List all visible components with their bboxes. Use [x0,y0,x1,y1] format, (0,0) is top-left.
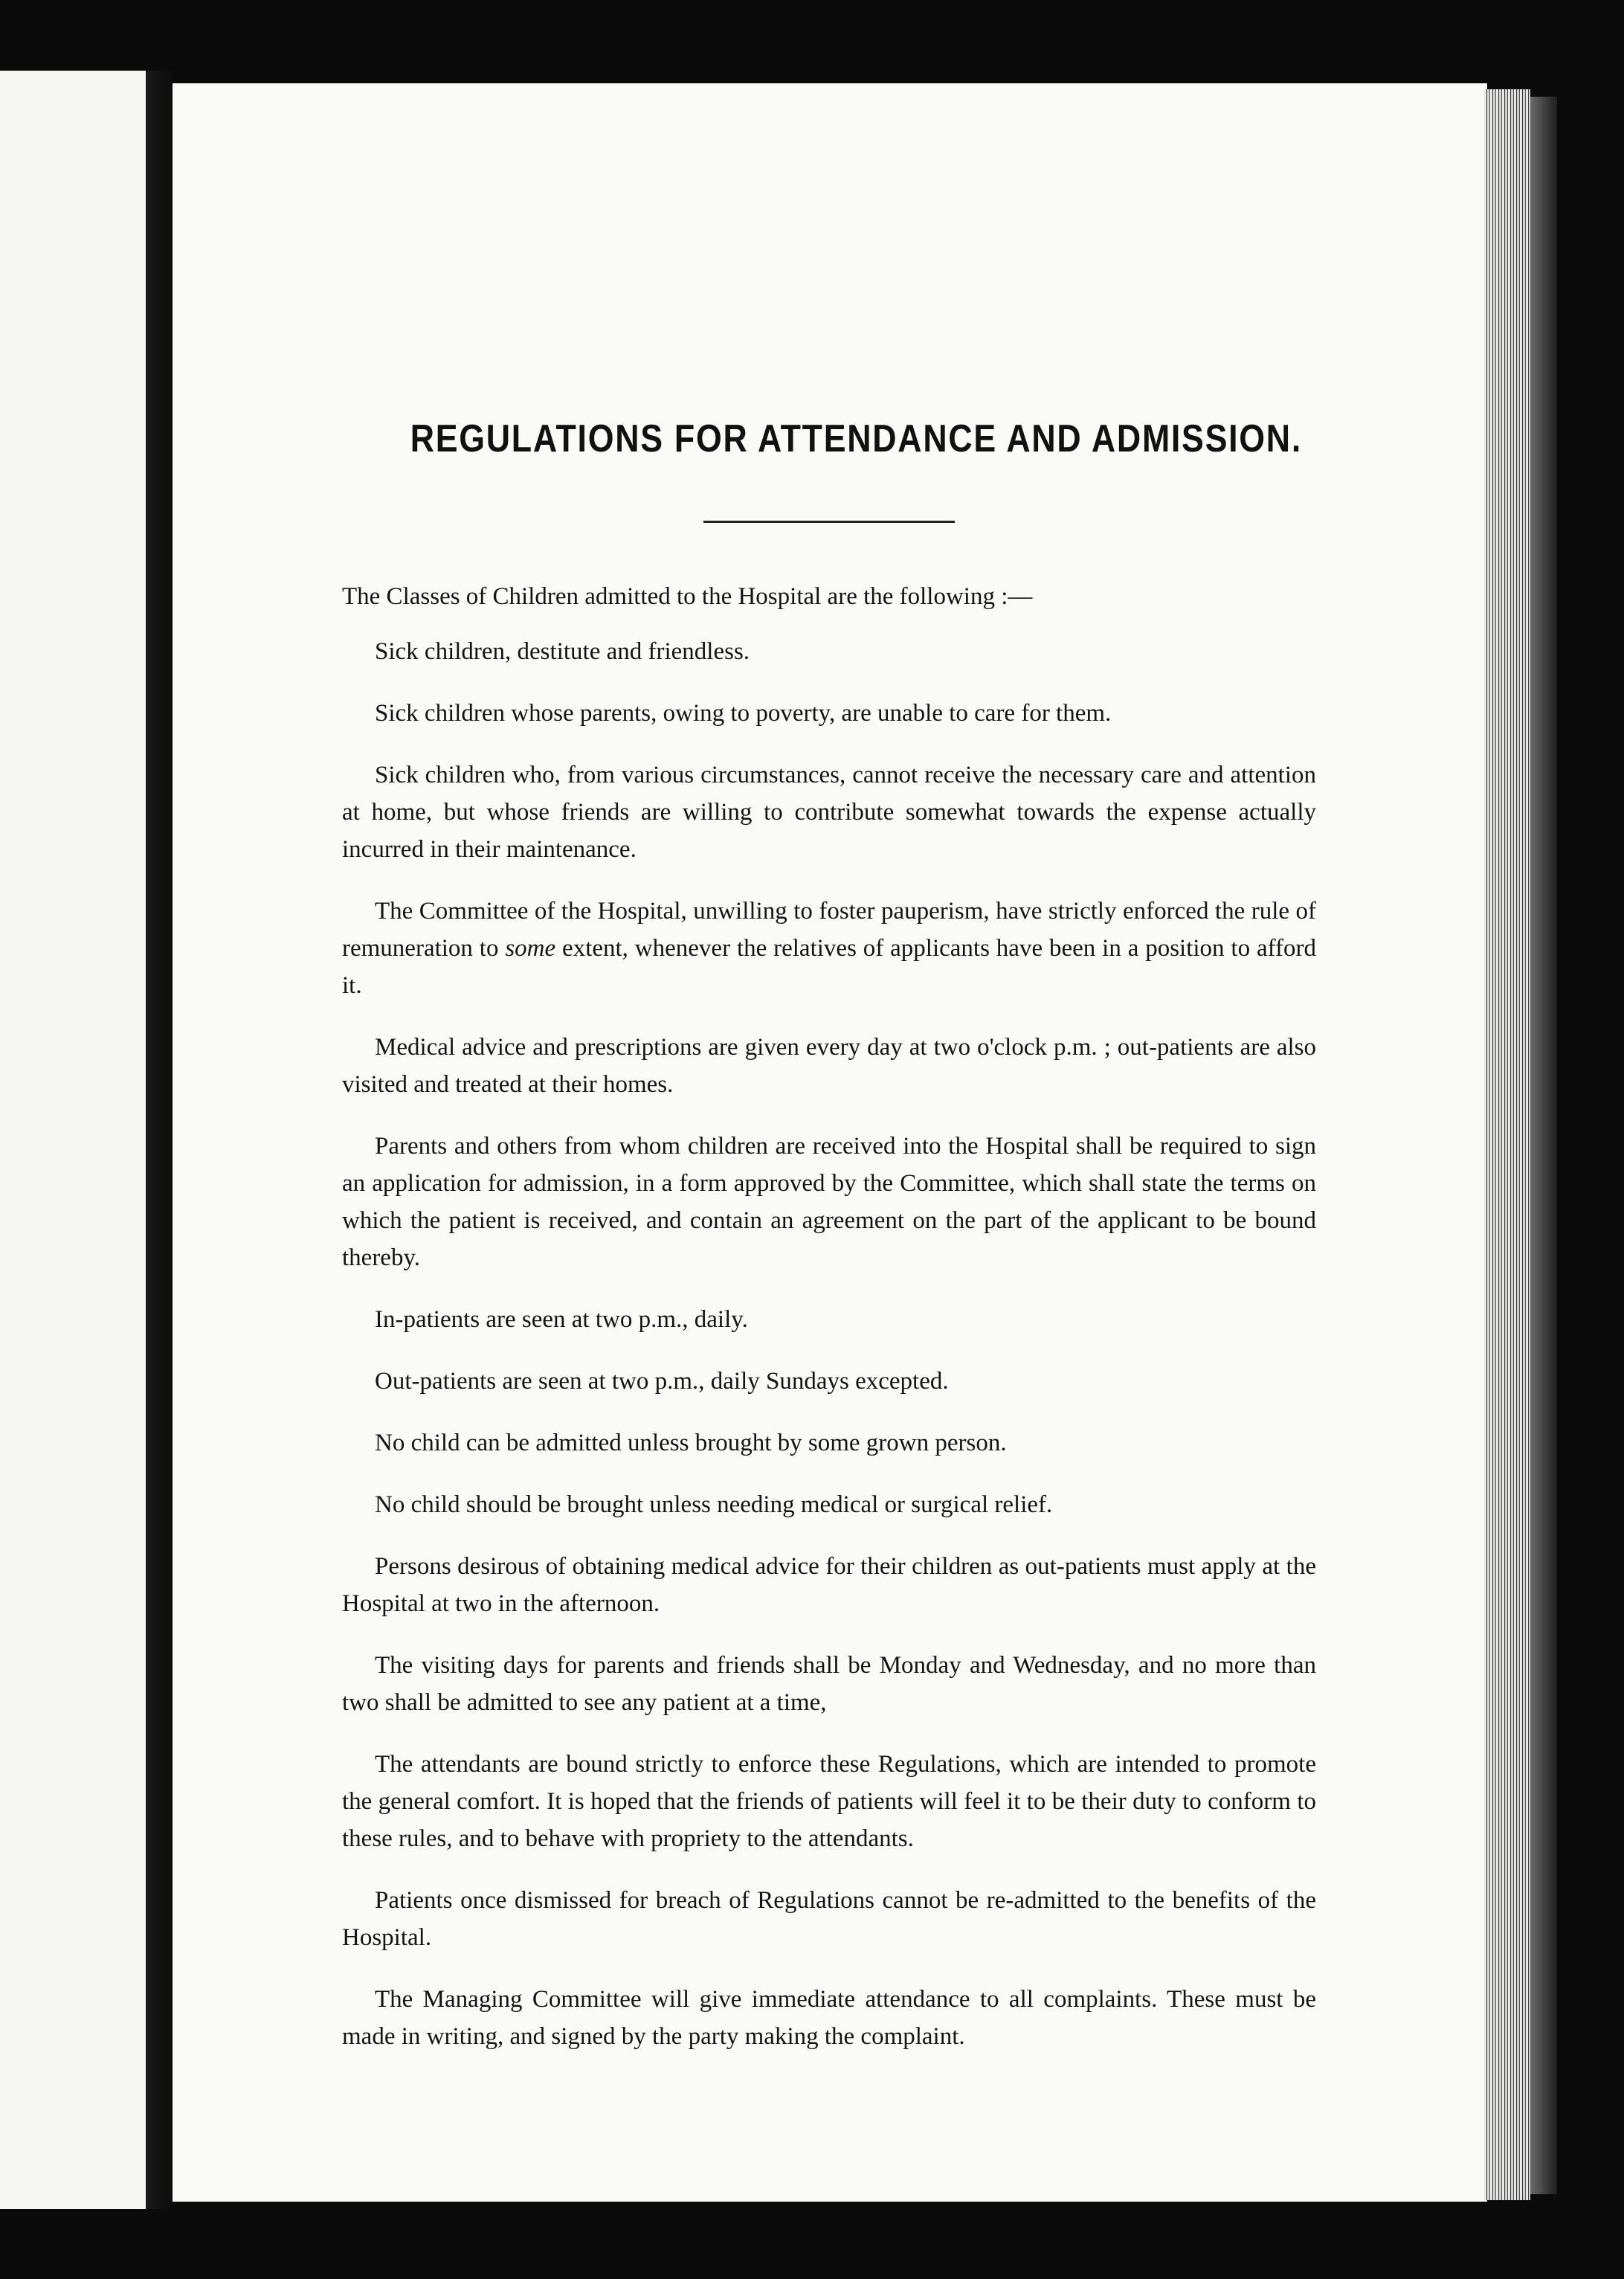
paragraph-dismissed: Patients once dismissed for breach of Regulations cannot be re-admitted to the benefits of the Hospital. [342,1887,1316,1951]
paragraph-persons-desirous: Persons desirous of obtaining medical advice for their children as out-patients must apply at the Hospital at two in the afternoon. [342,1553,1316,1617]
title-rule [703,521,955,523]
committee-emphasis: some [505,935,556,962]
book-fore-edge [1530,97,1557,2194]
paragraph-attendants: The attendants are bound strictly to enforce these Regulations, which are intended to promote the general comfort. It is hoped that the friends of patients will feel it to be their duty to conform to these rules, and to behave with propriety to the attendants. [342,1751,1316,1852]
book-gutter [146,71,171,2209]
intro-line: The Classes of Children admitted to the Hospital are the following :— [342,583,1033,610]
paragraph-destitute: Sick children, destitute and friendless. [375,638,750,665]
paragraph-poverty: Sick children whose parents, owing to poverty, are unable to care for them. [375,700,1112,727]
paragraph-complaints: The Managing Committee will give immediate attendance to all complaints. These must be made in writing, and signed by the party making the complaint. [342,1986,1316,2050]
paragraph-out-patients: Out-patients are seen at two p.m., daily Sundays excepted. [375,1368,949,1395]
paragraph-grown-person: No child can be admitted unless brought by some grown person. [375,1430,1007,1456]
paragraph-visiting-days: The visiting days for parents and friends shall be Monday and Wednesday, and no more than two shall be admitted to see any patient at a time, [342,1652,1316,1716]
paragraph-medical-advice: Medical advice and prescriptions are given every day at two o'clock p.m. ; out-patients are also visited and treated at their homes. [342,1034,1316,1098]
paragraph-circumstances: Sick children who, from various circumstances, cannot receive the necessary care and attention at home, but whose friends are willing to contribute somewhat towards the expense actually incurred in their maintenance. [342,762,1316,863]
page-content [342,417,1316,2080]
page-edge-stack [1484,89,1530,2200]
paragraph-application: Parents and others from whom children are received into the Hospital shall be required to sign an application for admission, in a form approved by the Committee, which shall state the terms on which the patient is received, and contain an agreement on the part of the applicant to be bound thereby. [342,1133,1316,1271]
committee-text-before: The Committee of the Hospital, unwilling to foster pauperism, have strictly enforced the rule of remuneration to [342,898,1316,962]
committee-text-after: extent, whenever the relatives of applicants have been in a position to afford it. [342,935,1316,999]
paragraph-relief: No child should be brought unless needing medical or surgical relief. [375,1491,1053,1518]
paragraph-committee [342,893,1316,1004]
paragraph-in-patients: In-patients are seen at two p.m., daily. [375,1306,748,1333]
facing-page [0,71,151,2209]
page-title: REGULATIONS FOR ATTENDANCE AND ADMISSION. [410,417,1302,460]
